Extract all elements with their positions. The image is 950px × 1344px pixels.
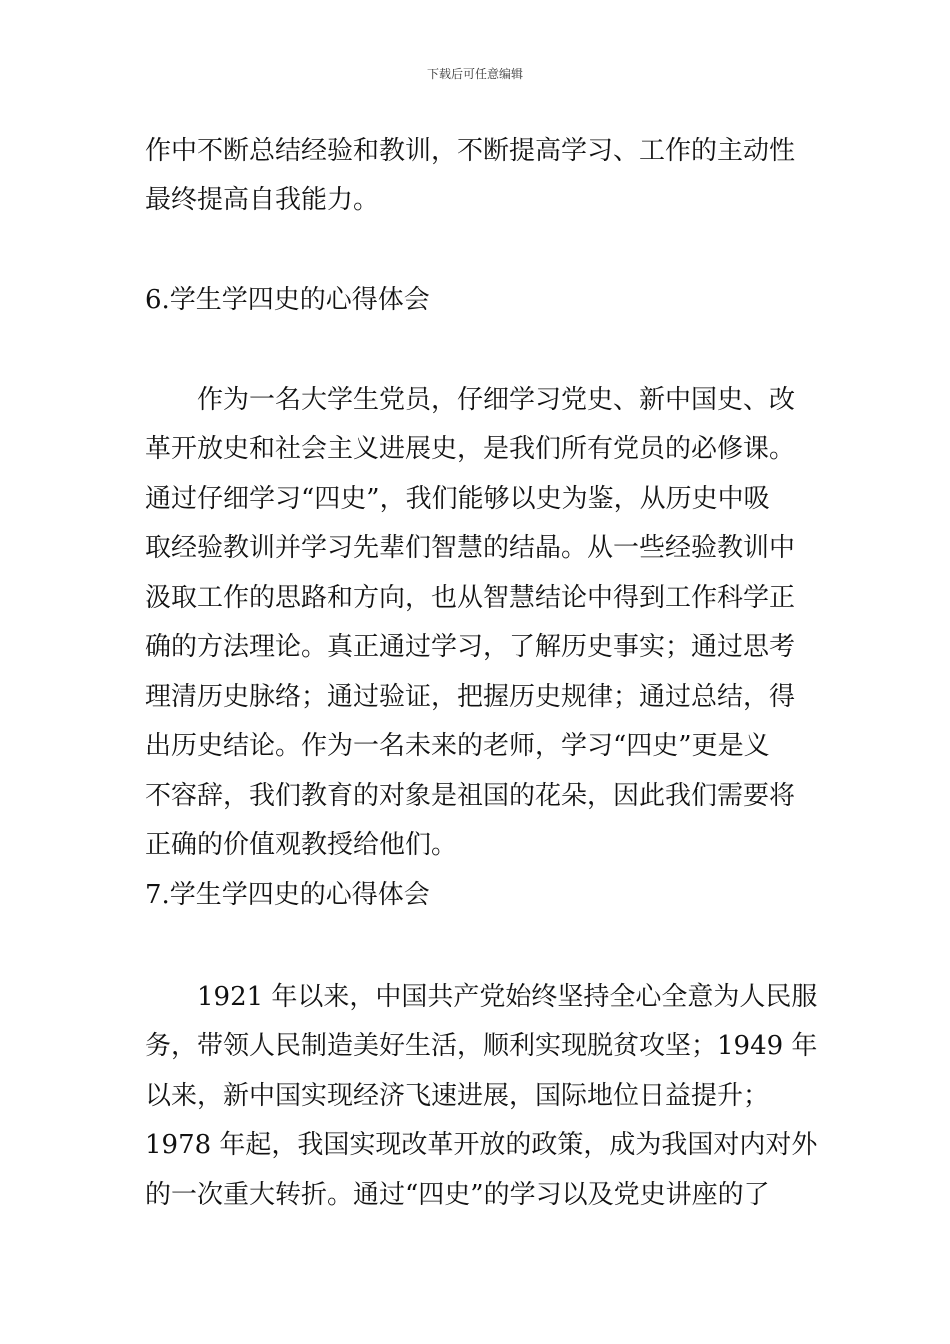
text-line: 作中不断总结经验和教训，不断提高学习、工作的主动性 (145, 136, 796, 166)
text-line: 作为一名大学生党员，仔细学习党史、新中国史、改 (145, 385, 796, 415)
text-line: 确的方法理论。真正通过学习，了解历史事实；通过思考 (145, 632, 796, 662)
page-header: 下载后可任意编辑 (426, 67, 523, 81)
text-line: 务，带领人民制造美好生活，顺利实现脱贫攻坚；1949 年 (145, 1031, 818, 1061)
text-line: 革开放史和社会主义进展史，是我们所有党员的必修课。 (145, 434, 796, 464)
text-line: 最终提高自我能力。 (145, 185, 380, 215)
text-line: 理清历史脉络；通过验证，把握历史规律；通过总结，得 (145, 682, 796, 712)
text-line: 1978 年起，我国实现改革开放的政策，成为我国对内对外 (145, 1130, 818, 1160)
section-heading-6: 6.学生学四史的心得体会 (145, 285, 430, 315)
text-line: 正确的价值观教授给他们。 (145, 830, 458, 860)
text-line: 1921 年以来，中国共产党始终坚持全心全意为人民服 (145, 982, 818, 1012)
text-line: 汲取工作的思路和方向，也从智慧结论中得到工作科学正 (145, 583, 796, 613)
text-line: 取经验教训并学习先辈们智慧的结晶。从一些经验教训中 (145, 533, 796, 563)
text-line: 以来，新中国实现经济飞速进展，国际地位日益提升； (145, 1081, 770, 1111)
text-line: 的一次重大转折。通过“四史”的学习以及党史讲座的了 (145, 1180, 770, 1210)
section-heading-7: 7.学生学四史的心得体会 (145, 880, 430, 910)
text-line: 通过仔细学习“四史”，我们能够以史为鉴，从历史中吸 (145, 484, 770, 514)
text-line: 出历史结论。作为一名未来的老师，学习“四史”更是义 (145, 731, 770, 761)
text-line: 不容辞，我们教育的对象是祖国的花朵，因此我们需要将 (145, 781, 796, 811)
